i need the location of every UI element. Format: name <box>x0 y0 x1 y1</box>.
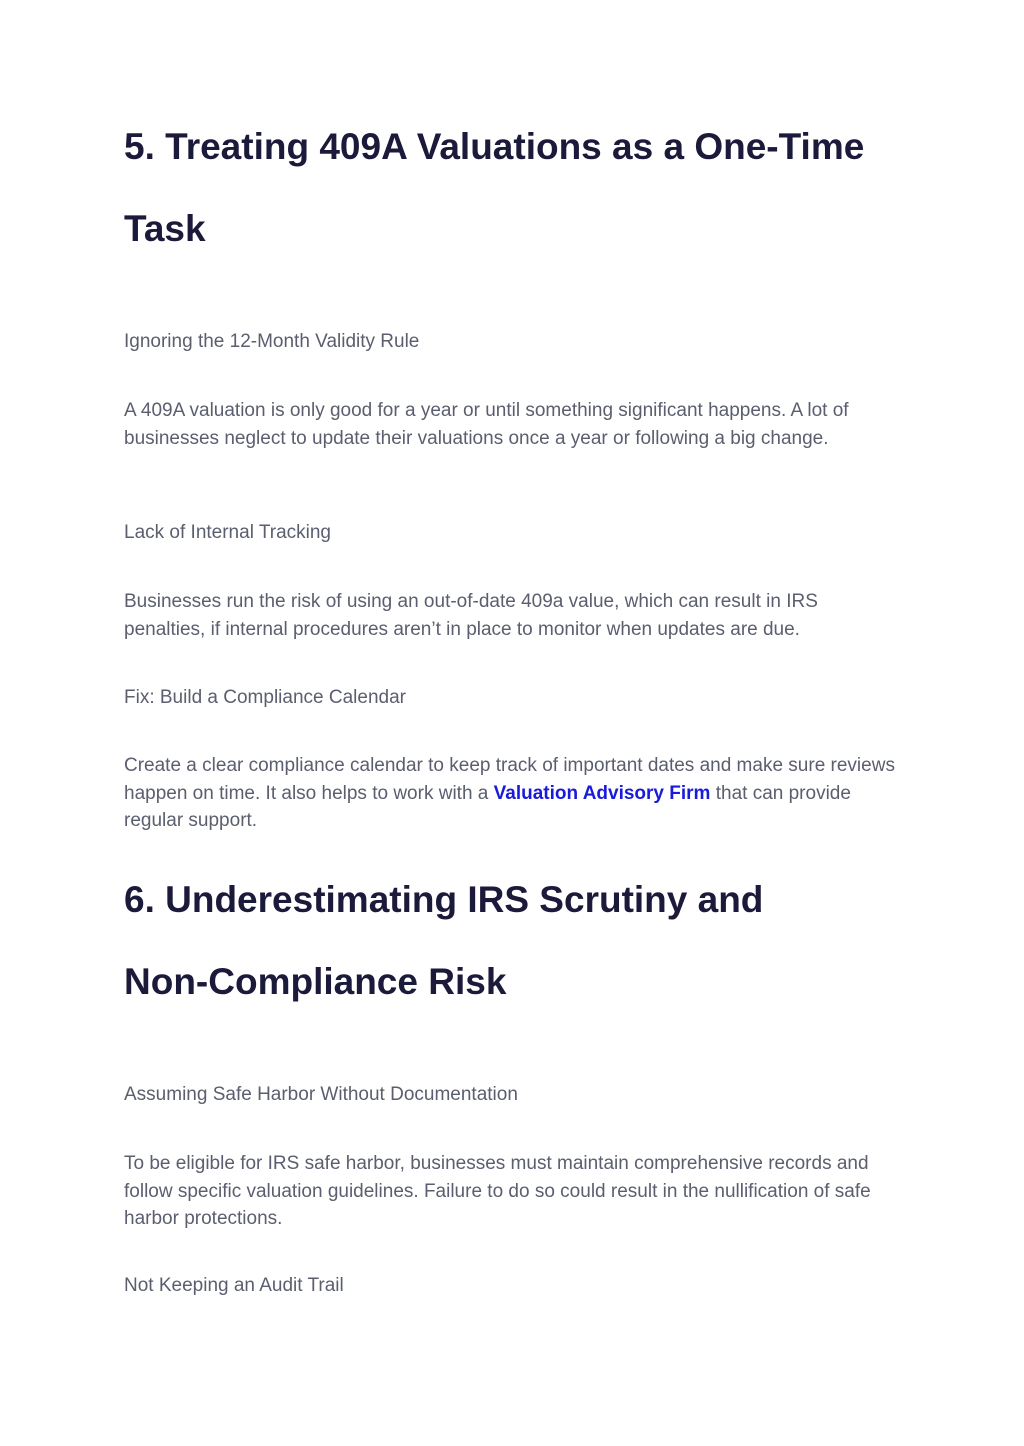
section-5-subheading-fix: Fix: Build a Compliance Calendar <box>124 687 406 708</box>
paragraph-text: that can provide regular support. <box>124 782 851 831</box>
section-5-heading-line-2: Task <box>124 208 206 249</box>
section-5-paragraph-tracking: Businesses run the risk of using an out-of-date 409a value, which can result in IRS penalties, if internal procedures aren’t in place to monitor when updates are due. <box>124 591 818 640</box>
section-5-subheading-tracking: Lack of Internal Tracking <box>124 522 331 543</box>
section-5-heading-line-1: 5. Treating 409A Valuations as a One-Time <box>124 126 865 167</box>
section-5-paragraph-fix <box>124 752 904 835</box>
valuation-advisory-firm-link[interactable]: Valuation Advisory Firm <box>493 782 711 804</box>
paragraph-text: Create a clear compliance calendar to keep track of important dates and make sure reviews happen on time. It also helps to work with a <box>124 755 895 804</box>
section-6-subheading-audit-trail: Not Keeping an Audit Trail <box>124 1275 344 1296</box>
section-6-heading-line-1: 6. Underestimating IRS Scrutiny and <box>124 879 764 920</box>
section-5-paragraph-validity: A 409A valuation is only good for a year or until something significant happens. A lot of businesses neglect to update their valuations once a year or following a big change. <box>124 400 849 449</box>
section-5-subheading-validity: Ignoring the 12-Month Validity Rule <box>124 331 420 352</box>
section-6-paragraph-safe-harbor: To be eligible for IRS safe harbor, businesses must maintain comprehensive records and follow specific valuation guidelines. Failure to do so could result in the nullification of safe harbor protections. <box>124 1153 871 1229</box>
section-6-heading-line-2: Non-Compliance Risk <box>124 961 507 1002</box>
section-6-subheading-safe-harbor: Assuming Safe Harbor Without Documentation <box>124 1084 518 1105</box>
